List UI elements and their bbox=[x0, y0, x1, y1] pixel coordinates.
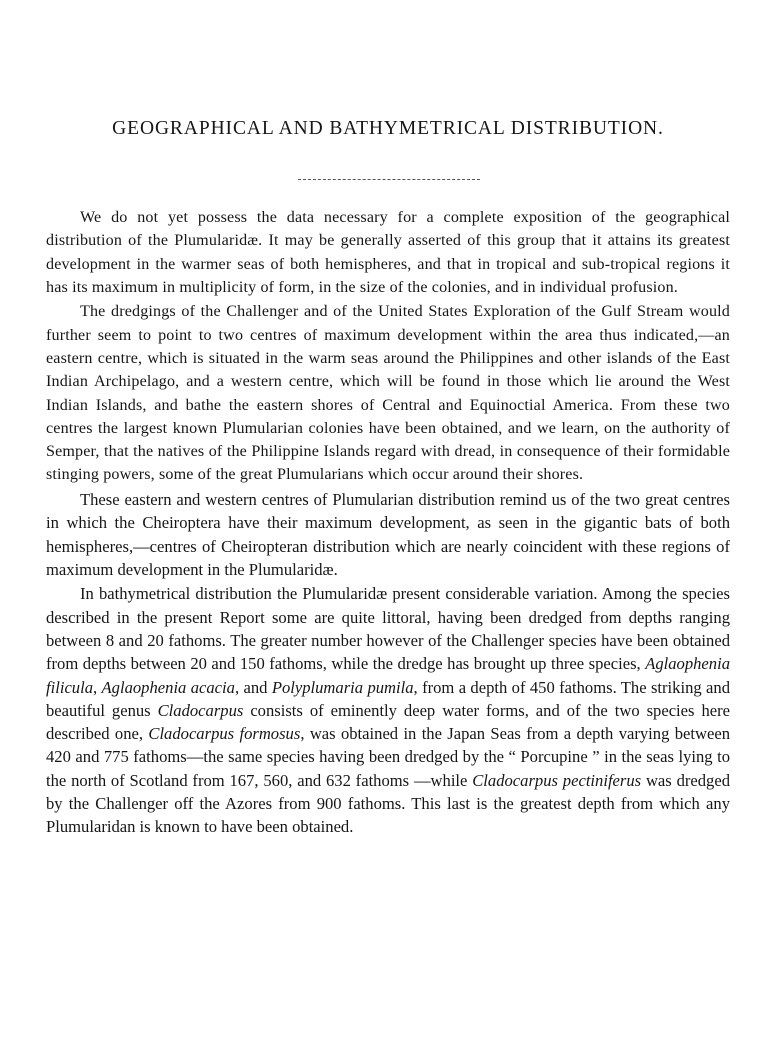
species-name-italic: Polyplumaria pumila bbox=[271, 677, 414, 697]
text-run: , was obtained in the Japan Seas from a depth varying between 420 and 775 fathoms—the same species having been dredged by the “ Porcupine ” in the seas lying to the north of Scotland from 167, 560, and 632 fathoms —while bbox=[46, 724, 731, 790]
text-run: consists of eminently deep water forms, and of the two species here described one, bbox=[46, 700, 730, 744]
text-run: These eastern and western centres of Plumularian distribution remind us of the two great centres in which the Cheiroptera have their maximum development, as seen in the gigantic bats of both hemispheres,—centres of Cheiropteran distribution which are nearly coincident with these regions of maximum development in the Plumularidæ. bbox=[46, 489, 730, 579]
paragraph-cheiroptera-comparison bbox=[46, 488, 730, 581]
paragraph-centres-of-development bbox=[46, 300, 730, 486]
species-name-italic: Aglaophenia filicula bbox=[46, 654, 730, 697]
text-run: In bathymetrical distribution the Plumularidæ present considerable variation. Among the species described in the present Report some are quite littoral, having been dredged from depths ranging between 8 and 20 fathoms. The greater number however of the Challenger species have been obtained from depths between 20 and 150 fathoms, while the dredge has brought up three species, bbox=[46, 584, 730, 674]
text-run: , and bbox=[234, 677, 272, 697]
species-name-italic: Aglaophenia acacia bbox=[101, 677, 235, 697]
text-run: The dredgings of the Challenger and of the United States Exploration of the Gulf Stream would further seem to point to two centres of maximum development within the area thus indicated,—an eastern centre, which is situated in the warm seas around the Philippines and other islands of the East Indian Archipelago, and a western centre, which will be found in those which lie around the West Indian Islands, and bathe the eastern shores of Central and Equinoctial America. From these two centres the largest known Plumularian colonies have been obtained, and we learn, on the authority of Semper, that the natives of the Philippine Islands regard with dread, in consequence of their formidable stinging powers, some of the great Plumularians which occur around their shores. bbox=[46, 303, 730, 484]
text-run: , from a depth of 450 fathoms. The striking and beautiful genus bbox=[46, 677, 731, 720]
species-name-italic: Cladocarpus formosus bbox=[148, 724, 301, 744]
text-run: , bbox=[93, 677, 102, 697]
paragraph-geographical-intro bbox=[46, 206, 730, 299]
paragraph-bathymetrical-distribution bbox=[46, 582, 730, 838]
title-divider bbox=[298, 179, 480, 180]
genus-name-italic: Cladocarpus bbox=[157, 700, 244, 720]
species-name-italic: Cladocarpus pectiniferus bbox=[472, 770, 642, 790]
text-run: We do not yet possess the data necessary for a complete exposition of the geographical distribution of the Plumularidæ. It may be generally asserted of this group that it attains its greatest development in the warmer seas of both hemispheres, and that in tropical and sub-tropical regions it has its maximum in multiplicity of form, in the size of the colonies, and in individual profusion. bbox=[46, 209, 730, 296]
text-run: was dredged by the Challenger off the Azores from 900 fathoms. This last is the greatest depth from which any Plumularidan is known to have been obtained. bbox=[46, 770, 731, 837]
body-text bbox=[46, 206, 730, 840]
page-title: GEOGRAPHICAL AND BATHYMETRICAL DISTRIBUTION. bbox=[112, 118, 664, 139]
